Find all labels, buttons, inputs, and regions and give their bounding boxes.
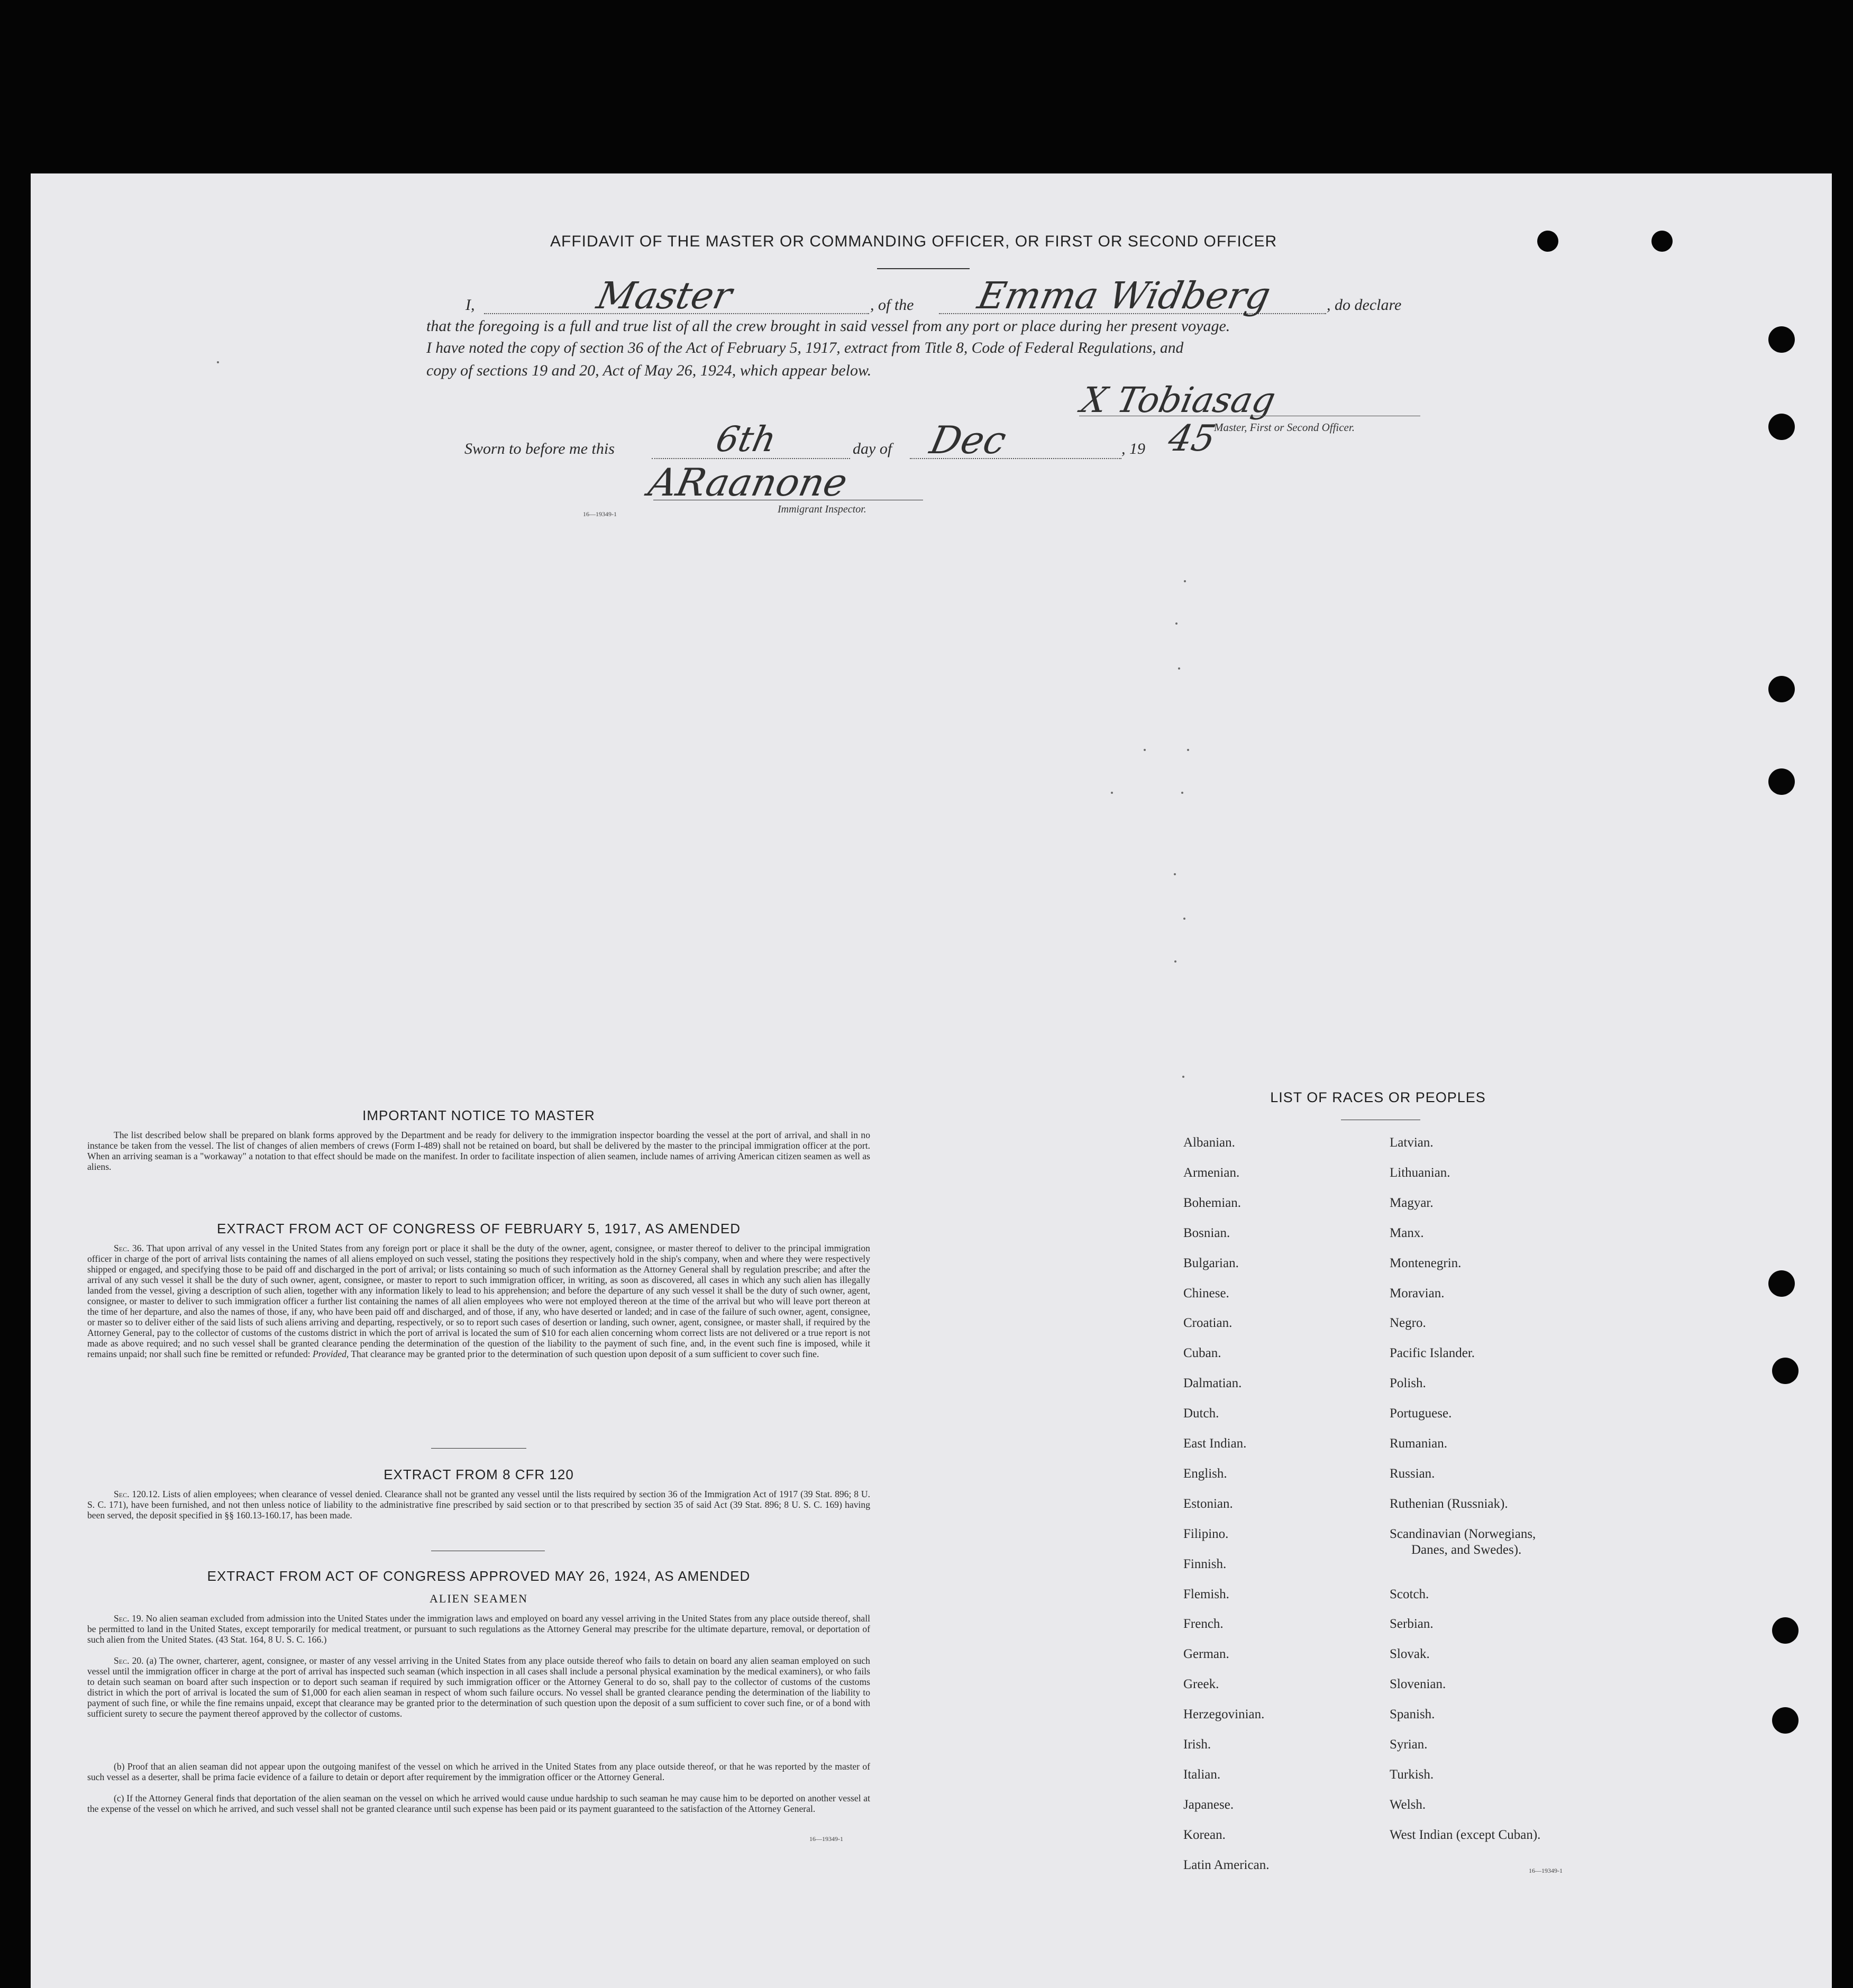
sec-20a-text	[87, 1655, 870, 1761]
race-item: Armenian.	[1183, 1165, 1240, 1180]
race-item: Danes, and Swedes).	[1411, 1542, 1522, 1557]
inspector-caption: Immigrant Inspector.	[778, 503, 866, 515]
race-item: Bohemian.	[1183, 1195, 1242, 1210]
punch-hole	[1651, 231, 1673, 252]
race-item: German.	[1183, 1647, 1229, 1662]
race-item: Serbian.	[1390, 1617, 1434, 1632]
race-item: Italian.	[1183, 1767, 1221, 1782]
of-the-label: , of the	[870, 296, 914, 314]
guide-dot	[1144, 749, 1146, 751]
race-item: Estonian.	[1183, 1496, 1233, 1511]
race-item: French.	[1183, 1617, 1224, 1632]
section-divider	[431, 1448, 526, 1449]
punch-hole	[1772, 1358, 1799, 1384]
handwritten-day: 6th	[712, 419, 780, 460]
alien-seamen-subtitle: ALIEN SEAMEN	[430, 1592, 528, 1605]
sec-19-label: Sec. 19.	[114, 1613, 144, 1624]
guide-dot	[1174, 960, 1176, 963]
affidavit-i-label: I,	[465, 296, 475, 314]
race-item: Russian.	[1390, 1466, 1435, 1481]
race-item: Finnish.	[1183, 1556, 1227, 1571]
race-item: Polish.	[1390, 1376, 1426, 1391]
sworn-label: Sworn to before me this	[464, 440, 615, 457]
race-item: Montenegrin.	[1390, 1256, 1462, 1270]
form-number: 16—19349-1	[583, 510, 617, 518]
sec-19-body: No alien seaman excluded from admission into the United States under the immigration laws and employed on board any vessel arriving in the United States from any place outside thereof, shall be permitted to land in the United States, except temporarily for medical treatment, or pursuant to such regulations as the Attorney General may prescribe for the ultimate departure, removal, or deportation of such alien from the United States. (43 Stat. 164, 8 U. S. C. 166.)	[87, 1613, 870, 1645]
race-item: Dutch.	[1183, 1406, 1219, 1421]
race-item: Ruthenian (Russniak).	[1390, 1496, 1508, 1511]
race-item: Scandinavian (Norwegians,	[1390, 1526, 1536, 1541]
race-item: Flemish.	[1183, 1587, 1229, 1601]
race-item: Chinese.	[1183, 1286, 1229, 1300]
sec-36-end: That clearance may be granted prior to the determination of such question upon deposit of a sum sufficient to cover such fine.	[351, 1349, 819, 1359]
guide-dot	[1178, 667, 1180, 670]
handwritten-month: Dec	[926, 418, 1010, 462]
sec-36-body: That upon arrival of any vessel in the United States from any foreign port or place it shall be the duty of the owner, agent, consignee, or master thereof to deliver to the principal immigration officer in charge of the port of arrival lists containing the names of all aliens employed on such vessel, stating the positions they respectively hold in the ship's company, when and where they were respectively shipped or engaged, and specifying those to be paid off and discharged in the port of arrival; or lists containing so much of such information as the Attorney General shall by regulation prescribe; and after the arrival of any such vessel it shall be the duty of such owner, agent, consignee, or master to report to such immigration officer, in writing, as soon as discovered, all cases in which any such alien has illegally landed from the vessel, giving a description of such alien, together with any information likely to lead to his apprehension; and before the departure of any such vessel it shall be the duty of such owner, agent, consignee, or master to deliver to such immigration officer a further list containing the names of all alien employees who were not employed thereon at the time of the arrival but who will leave port thereon at the time of her departure, and also the names of those, if any, who have been paid off and discharged, and of those, if any, who have deserted or landed; and in case of the failure of such owner, agent, consignee, or master so to deliver either of the said lists of such aliens arriving and departing, respectively, or so to report such cases of desertion or landing, such owner, agent, consignee, or master shall, if required by the Attorney General, pay to the collector of customs of the customs district in which the port of arrival is located the sum of $10 for each alien concerning whom correct lists are not delivered or a true report is not made as above required; and no such vessel shall be granted clearance pending the determination of the question of the liability to the payment of such fine, and, in the event such fine is imposed, while it remains unpaid; nor shall such fine be remitted or refunded:	[87, 1243, 870, 1359]
signature-caption: Master, First or Second Officer.	[1214, 421, 1355, 434]
race-item: Greek.	[1183, 1677, 1219, 1692]
sec-20a-body: (a) The owner, charterer, agent, consignee, or master of any vessel arriving in the United States from any place outside thereof who fails to detain on board any alien seaman employed on such vessel until the immigration officer in charge at the port of arrival has inspected such seaman (which inspection in all cases shall include a personal physical examination by the medical examiners), or who fails to detain such seaman on board after such inspection or to deport such seaman if required by such immigration officer or the Attorney General to do so, shall pay to the collector of customs of the customs district in which the port of arrival is located the sum of $1,000 for each alien seaman in respect of whom such failure occurs. No vessel shall be granted clearance pending the determination of the liability to payment of such fine, or while the fine remains unpaid, except that clearance may be granted prior to the determination of such question upon the deposit of a sum sufficient to cover such fine, or of a bond with sufficient surety to secure the payment thereof approved by the collector of customs.	[87, 1655, 870, 1719]
punch-hole	[1768, 326, 1795, 353]
race-item: Japanese.	[1183, 1797, 1234, 1812]
sec-120-body: Lists of alien employees; when clearance of vessel denied. Clearance shall not be granted any vessel until the lists required by section 36 of the Immigration Act of 1917 (39 Stat. 896; 8 U. S. C. 171), have been furnished, and not then unless notice of liability to the administrative fine prescribed by said section or to that prescribed by section 35 of said Act (39 Stat. 896; 8 U. S. C. 169) having been served, the deposit specified in §§ 160.13-160.17, has been made.	[87, 1489, 871, 1520]
race-item: Bosnian.	[1183, 1225, 1230, 1240]
extract-1924-title: EXTRACT FROM ACT OF CONGRESS APPROVED MAY 26, 1924, AS AMENDED	[207, 1568, 751, 1584]
race-item: Rumanian.	[1390, 1436, 1448, 1451]
form-number: 16—19349-1	[1529, 1867, 1563, 1874]
race-item: Latin American.	[1183, 1857, 1270, 1872]
race-item: Dalmatian.	[1183, 1376, 1242, 1391]
affidavit-body-line-3: I have noted the copy of section 36 of the Act of February 5, 1917, extract from Title 8, Code of Federal Regulations, and	[426, 340, 1184, 356]
punch-hole	[1772, 1617, 1799, 1644]
race-item: Portuguese.	[1390, 1406, 1452, 1421]
race-item: Pacific Islander.	[1390, 1346, 1475, 1361]
race-item: West Indian (except Cuban).	[1390, 1827, 1541, 1842]
punch-hole	[1537, 231, 1558, 252]
race-item: East Indian.	[1183, 1436, 1247, 1451]
race-item: Latvian.	[1390, 1135, 1434, 1150]
race-item: English.	[1183, 1466, 1227, 1481]
sec-20-label: Sec. 20.	[114, 1655, 144, 1666]
race-item: Bulgarian.	[1183, 1256, 1239, 1270]
day-of-label: day of	[853, 440, 892, 457]
punch-hole	[1768, 414, 1795, 440]
guide-dot	[1111, 792, 1113, 794]
affidavit-body-line-4: copy of sections 19 and 20, Act of May 26, 1924, which appear below.	[426, 362, 872, 379]
sec-20c-text: (c) If the Attorney General finds that deportation of the alien seaman on the vessel on which he arrived would cause undue hardship to such seaman he may cause him to be deported on another vessel at the expense of the vessel on which he arrived, and such vessel shall not be granted clearance until such expense has been paid or its payment guaranteed to the satisfaction of the Attorney General.	[87, 1793, 870, 1814]
handwritten-inspector-signature: ARaanone	[645, 460, 852, 505]
guide-dot	[1182, 1076, 1184, 1078]
punch-hole	[1772, 1707, 1799, 1734]
notice-title: IMPORTANT NOTICE TO MASTER	[362, 1107, 595, 1123]
handwritten-vessel-name: Emma Widberg	[974, 274, 1274, 317]
races-title: LIST OF RACES OR PEOPLES	[1270, 1089, 1486, 1105]
extract-cfr-title: EXTRACT FROM 8 CFR 120	[384, 1467, 574, 1482]
affidavit-body-line-2: that the foregoing is a full and true list of all the crew brought in said vessel from any port or place during her present voyage.	[426, 317, 1230, 335]
affidavit-title: AFFIDAVIT OF THE MASTER OR COMMANDING OFFICER, OR FIRST OR SECOND OFFICER	[550, 233, 1277, 250]
form-number: 16—19349-1	[809, 1835, 843, 1843]
race-item: Korean.	[1183, 1827, 1226, 1842]
punch-hole	[1768, 768, 1795, 795]
guide-dot	[1187, 749, 1189, 751]
punch-hole	[1768, 676, 1795, 702]
race-item: Slovak.	[1390, 1647, 1430, 1662]
race-item: Filipino.	[1183, 1526, 1229, 1541]
extract-cfr-text	[87, 1489, 870, 1533]
extract-1917-text	[87, 1243, 870, 1433]
do-declare-label: , do declare	[1327, 296, 1402, 314]
race-item: Syrian.	[1390, 1737, 1428, 1752]
title-underline	[877, 268, 970, 269]
race-item: Cuban.	[1183, 1346, 1221, 1361]
extract-1917-title: EXTRACT FROM ACT OF CONGRESS OF FEBRUARY 5, 1917, AS AMENDED	[217, 1221, 741, 1236]
race-item: Irish.	[1183, 1737, 1211, 1752]
handwritten-year: 45	[1164, 418, 1219, 460]
year-prefix: , 19	[1121, 440, 1145, 457]
race-item: Slovenian.	[1390, 1677, 1446, 1692]
race-item: Magyar.	[1390, 1195, 1434, 1210]
race-item: Turkish.	[1390, 1767, 1434, 1782]
race-item: Herzegovinian.	[1183, 1707, 1265, 1722]
handwritten-signature: X Tobiasag	[1077, 380, 1279, 420]
notice-text: The list described below shall be prepared on blank forms approved by the Department and be ready for delivery to the immigration inspector boarding the vessel at the port of arrival, and shall in no instance be taken from the vessel. The list of changes of alien members of crews (Form I-489) shall not be retained on board, but shall be delivered by the master to the principal immigration officer at the port. When an arriving seaman is a "workaway" a notation to that effect should be made on the manifest. In order to facilitate inspection of alien seamen, include names of arriving American citizen seamen as well as aliens.	[87, 1130, 870, 1172]
race-item: Croatian.	[1183, 1316, 1233, 1331]
sec-19-text	[87, 1613, 870, 1655]
proviso-label: Provided,	[313, 1349, 349, 1359]
punch-hole	[1768, 1270, 1795, 1297]
handwritten-master-title: Master	[593, 274, 736, 317]
guide-dot	[1181, 792, 1183, 794]
guide-dot	[1183, 918, 1185, 920]
race-item: Manx.	[1390, 1225, 1424, 1240]
sec-36-label: Sec. 36.	[114, 1243, 144, 1253]
guide-dot	[1184, 580, 1186, 582]
race-item: Lithuanian.	[1390, 1165, 1450, 1180]
guide-dot	[1174, 873, 1176, 875]
sec-120-label: Sec. 120.12.	[114, 1489, 160, 1499]
race-item: Negro.	[1390, 1316, 1426, 1331]
race-item: Scotch.	[1390, 1587, 1429, 1601]
guide-dot	[1175, 622, 1177, 625]
race-item: Moravian.	[1390, 1286, 1445, 1300]
race-item: Welsh.	[1390, 1797, 1426, 1812]
guide-dot	[217, 361, 219, 363]
race-item: Spanish.	[1390, 1707, 1435, 1722]
sec-20b-text: (b) Proof that an alien seaman did not appear upon the outgoing manifest of the vessel on which he arrived in the United States from any place outside thereof, or that he was reported by the master of such vessel as a deserter, shall be prima facie evidence of a failure to detain or deport after requirement by the immigration officer or the Attorney General.	[87, 1761, 870, 1782]
race-item: Albanian.	[1183, 1135, 1235, 1150]
